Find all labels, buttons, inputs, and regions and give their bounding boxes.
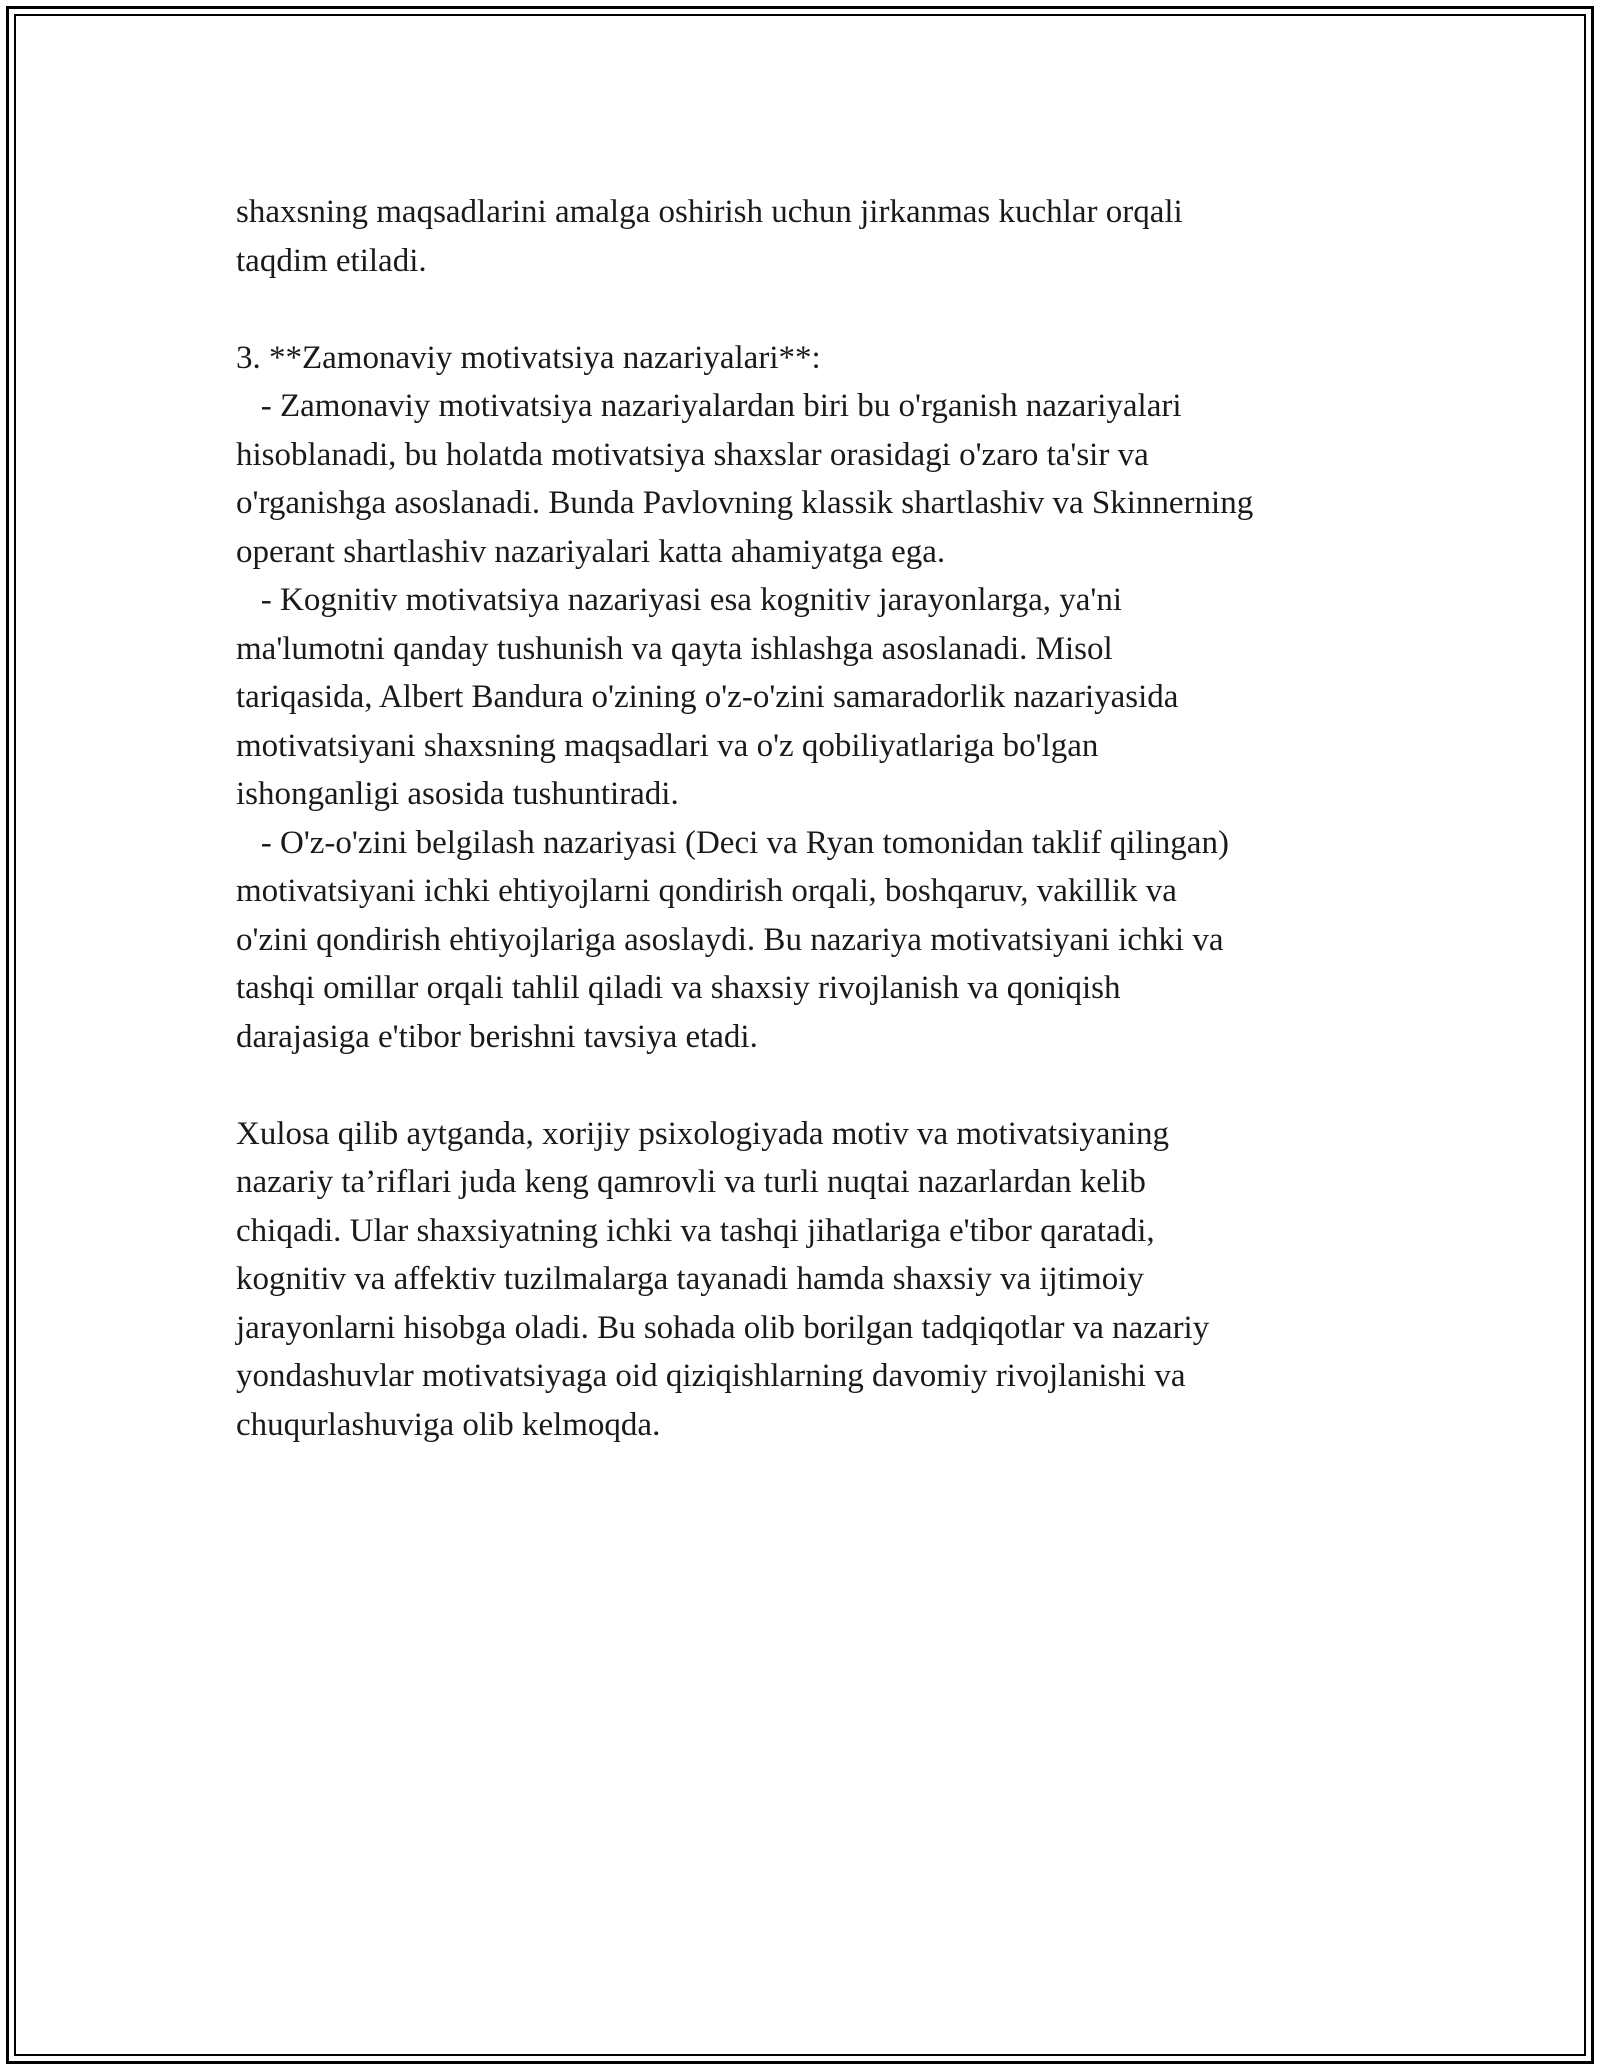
text-line: tashqi omillar orqali tahlil qiladi va shaxsiy rivojlanish va qoniqish <box>236 970 1121 1006</box>
text-line: - Kognitiv motivatsiya nazariyasi esa kognitiv jarayonlarga, ya'ni <box>236 582 1123 618</box>
text-line: operant shartlashiv nazariyalari katta ahamiyatga ega. <box>236 533 946 570</box>
paragraph-gap <box>236 1061 1436 1110</box>
text-line: motivatsiyani ichki ehtiyojlarni qondirish orqali, boshqaruv, vakillik va <box>236 873 1177 909</box>
section-heading: 3. **Zamonaviy motivatsiya nazariyalari**: <box>236 339 821 376</box>
paragraph-modern-theories <box>236 334 1436 1062</box>
paragraph-continuation <box>236 188 1436 285</box>
text-line: jarayonlarni hisobga oladi. Bu sohada olib borilgan tadqiqotlar va nazariy <box>236 1309 1210 1346</box>
text-line: - O'z-o'zini belgilash nazariyasi (Deci va Ryan tomonidan taklif qilingan) <box>236 824 1229 861</box>
paragraph-gap <box>236 285 1436 334</box>
text-line: darajasiga e'tibor berishni tavsiya etadi. <box>236 1018 758 1055</box>
text-line: o'zini qondirish ehtiyojlariga asoslaydi. Bu nazariya motivatsiyani ichki va <box>236 921 1224 958</box>
text-line: motivatsiyani shaxsning maqsadlari va o'z qobiliyatlariga bo'lgan <box>236 727 1099 764</box>
document-body <box>236 188 1436 1449</box>
text-line: chiqadi. Ular shaxsiyatning ichki va tashqi jihatlariga e'tibor qaratadi, <box>236 1212 1155 1249</box>
text-line: tariqasida, Albert Bandura o'zining o'z-o'zini samaradorlik nazariyasida <box>236 679 1179 715</box>
text-line: nazariy ta’riflari juda keng qamrovli va turli nuqtai nazarlardan kelib <box>236 1164 1146 1200</box>
text-line: yondashuvlar motivatsiyaga oid qiziqishlarning davomiy rivojlanishi va <box>236 1358 1186 1394</box>
text-line: hisoblanadi, bu holatda motivatsiya shaxslar orasidagi o'zaro ta'sir va <box>236 436 1149 473</box>
paragraph-conclusion <box>236 1110 1436 1450</box>
text-line: Xulosa qilib aytganda, xorijiy psixologiyada motiv va motivatsiyaning <box>236 1115 1170 1152</box>
text-line: shaxsning maqsadlarini amalga oshirish uchun jirkanmas kuchlar orqali <box>236 194 1183 230</box>
text-line: o'rganishga asoslanadi. Bunda Pavlovning klassik shartlashiv va Skinnerning <box>236 485 1254 521</box>
text-line: ma'lumotni qanday tushunish va qayta ishlashga asoslanadi. Misol <box>236 630 1113 667</box>
text-line: chuqurlashuviga olib kelmoqda. <box>236 1406 661 1443</box>
text-line: ishonganligi asosida tushuntiradi. <box>236 776 679 812</box>
text-line: taqdim etiladi. <box>236 242 427 279</box>
text-line: - Zamonaviy motivatsiya nazariyalardan biri bu o'rganish nazariyalari <box>236 388 1182 424</box>
text-line: kognitiv va affektiv tuzilmalarga tayanadi hamda shaxsiy va ijtimoiy <box>236 1261 1144 1297</box>
